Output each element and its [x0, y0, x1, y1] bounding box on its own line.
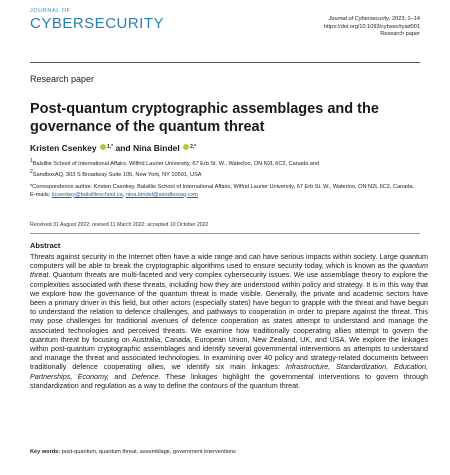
abstract-text-1: Threats against security in the Internet often have a wide range and can have serious impacts within society. Large quantum computers will be able to break the cryptographic algorithms used to ensure security today, which is known as the [30, 252, 428, 271]
email-label: E-mails: [30, 191, 52, 198]
affiliation-2-sup: 2 [30, 168, 33, 175]
paper-title: Post-quantum cryptographic assemblages and the governance of the quantum threat [30, 101, 379, 135]
abstract-text-4: . These linkages highlight the governmental interventions to govern through standardization and regulation as a way to define the contours of the quantum threat. [30, 371, 428, 390]
abstract-italic-1: quantum threat [30, 261, 428, 280]
abstract-text-2: . Quantum threats are multi-faceted and very complex cybersecurity issues. We use assemblage theory to explore the complexities associated with these threats, including how they are understood within policy and strategy. It is in this way that we explore how the governance of the quantum threat is made visible. Generally, the private and academic sectors have been a primary driver in this field, but other actors (especially states) have begun to grapple with the threat and have begun to understand the relation to defence challenges, and pathways to cooperation in order to prepare against the threat. This may pose challenges for traditional avenues of defence cooperation as states attempt to understand and manage the associated technologies and perceived threats. We examine how traditionally cooperating allies attempt to govern the quantum threat by focusing on Australia, Canada, European Union, New Zealand, UK, and USA. We explore the linkages within post-quantum cryptographic assemblages and identify several governmental interventions as attempts to understand and manage the threat and associated technologies. In examining over 40 policy and strategy-related documents between traditionally defence cooperating allies, we identify six main linkages: [30, 270, 428, 372]
abstract-text-3: and [109, 371, 132, 381]
affiliation-1-text: Balsillie School of International Affairs, Wilfrid Laurier University, 67 Erb St. W., Waterloo, ON N2L 6C2, Canada and [32, 161, 320, 167]
email-link-2[interactable]: nina.bindel@sandboxaq.com [125, 191, 199, 198]
affiliations [30, 158, 430, 179]
section-label: Research paper [30, 74, 95, 84]
author-2: Nina Bindel [132, 143, 180, 153]
keywords-text: post-quantum, quantum threat, assemblage, government interventions [60, 449, 236, 455]
email-line [30, 192, 430, 200]
keywords-label: Key words: [30, 449, 61, 455]
citation-block [324, 16, 420, 39]
correspondence-text: *Correspondence author. Kristen Csenkey, Balsillie School of International Affairs, Wilfrid Laurier University, 67 Erb St. W., Waterloo, ON N2L 6C2, Canada. [30, 184, 415, 190]
affiliation-2-text: SandboxAQ, 303 S Broadway Suite 105, New York, NY 10591, USA [32, 171, 202, 178]
author-1: Kristen Csenkey [30, 143, 97, 153]
citation-journal-line [324, 16, 420, 24]
dates-line: Received 31 August 2022; revised 11 March 2022; accepted 10 October 2022 [30, 222, 209, 228]
journal-logo [30, 8, 170, 44]
citation-type: Research paper [380, 31, 420, 38]
dates-rule [30, 233, 420, 234]
abstract-body [30, 252, 428, 390]
author-1-sup: 1,* [107, 144, 114, 150]
affiliation-1 [30, 158, 430, 169]
citation-doi[interactable]: https://doi.org/10.1093/cybsec/tyad001 [323, 23, 420, 30]
affiliation-2 [30, 169, 430, 180]
author-2-sup: 2,* [190, 144, 197, 150]
correspondence [30, 184, 430, 199]
journal-logo-line1: JOURNAL OF [30, 8, 71, 14]
abstract-italic-2: Infrastructure, Standardization, Education, Partnerships, Economy, [30, 362, 428, 381]
authors-line [30, 143, 196, 153]
citation-journal: Journal of Cybersecurity [328, 16, 389, 22]
email-sep: , [122, 191, 126, 198]
affiliation-1-sup: 1 [30, 158, 33, 164]
journal-logo-line2: CYBERSECURITY [30, 15, 165, 32]
orcid-icon[interactable] [100, 144, 106, 150]
author-and: and [113, 143, 133, 153]
orcid-icon[interactable] [183, 144, 189, 150]
abstract-heading: Abstract [30, 241, 61, 250]
header-rule [30, 62, 420, 63]
citation-volume: , 2023, 1–14 [388, 16, 420, 22]
email-link-1[interactable]: kcsenkey@balsillieschool.ca [51, 191, 123, 198]
abstract-italic-3: Defence [131, 371, 159, 381]
keywords-line [30, 449, 236, 455]
